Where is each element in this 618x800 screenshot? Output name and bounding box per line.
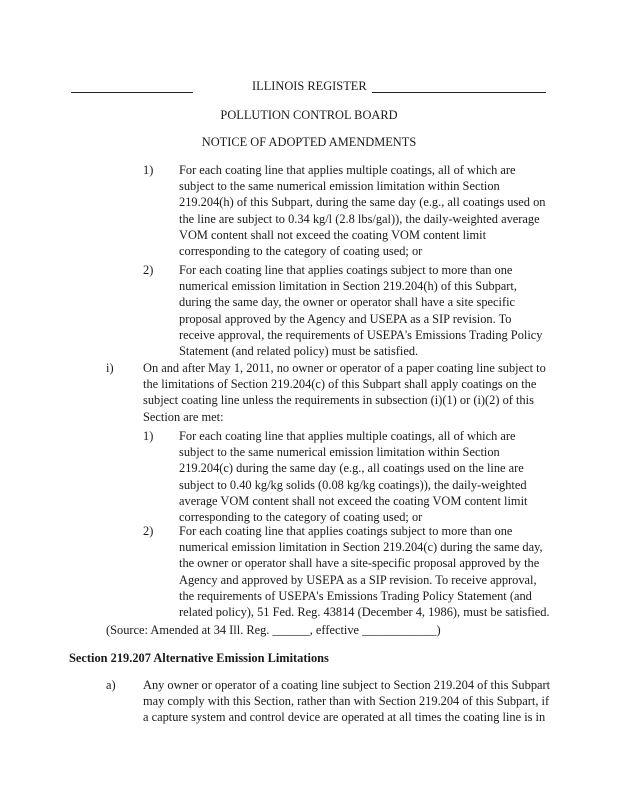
i2-line: the owner or operator shall have a site-specific proposal approved by the [179,556,540,571]
h2-line: numerical emission limitation in Section 219.204(h) of this Subpart, [179,279,517,294]
i2-line: related policy), 51 Fed. Reg. 43814 (December 4, 1986), must be satisfied. [179,605,550,620]
i2-paragraph [179,523,550,620]
register-title: ILLINOIS REGISTER [252,79,367,93]
notice-title: NOTICE OF ADOPTED AMENDMENTS [201,135,417,149]
header-rule-right [372,92,546,93]
i2-line: Agency and approved by USEPA as a SIP revision. To receive approval, [179,572,537,587]
header-rule-left [71,92,193,93]
h1-line: VOM content shall not exceed the coating VOM content limit [179,227,487,242]
h2-line: For each coating line that applies coatings subject to more than one [179,263,513,277]
i1-line: subject to 0.40 kg/kg solids (0.08 kg/kg coatings)), the daily-weighted [179,477,527,492]
i2-line: For each coating line that applies coatings subject to more than one [179,524,513,538]
h1-line: 219.204(h) of this Subpart, during the same day (e.g., all coatings used on [179,195,546,210]
a-line: may comply with this Section, rather than with Section 219.204 of this Subpart, if [143,694,550,709]
i1-line: average VOM content shall not exceed the coating VOM content limit [179,493,528,508]
h2-line: Statement (and related policy) must be satisfied. [179,344,419,359]
h2-line: during the same day, the owner or operator shall have a site specific [179,295,516,310]
i-line: On and after May 1, 2011, no owner or operator of a paper coating line subject to [143,361,546,375]
i-label: i) [106,361,114,375]
a-line: a capture system and control device are operated at all times the coating line is in [143,710,546,725]
source-note: (Source: Amended at 34 Ill. Reg. ______, effective ____________) [106,623,441,637]
h1-paragraph [179,162,546,259]
h1-line: For each coating line that applies multiple coatings, all of which are [179,163,516,177]
i1-line: For each coating line that applies multiple coatings, all of which are [179,429,516,443]
i1-line: corresponding to the category of coating used; or [179,510,423,525]
i1-label: 1) [143,429,154,443]
a-paragraph [143,677,550,726]
board-name: POLLUTION CONTROL BOARD [220,108,398,122]
i-paragraph [143,360,546,425]
h2-line: proposal approved by the Agency and USEPA as a SIP revision. To [179,311,512,326]
i2-line: numerical emission limitation in Section 219.204(c) during the same day, [179,540,543,555]
i1-line: subject to the same numerical emission limitation within Section [179,445,500,460]
i1-line: 219.204(c) during the same day (e.g., all coatings used on the line are [179,461,524,476]
section-heading: Section 219.207 Alternative Emission Limitations [69,651,329,665]
h2-paragraph [179,262,542,359]
i2-line: the requirements of USEPA's Emissions Trading Policy Statement (and [179,588,532,603]
h1-line: corresponding to the category of coating used; or [179,244,423,259]
i-line: subject coating line unless the requirements in subsection (i)(1) or (i)(2) of this [143,393,534,408]
h2-label: 2) [143,263,154,277]
i2-label: 2) [143,524,154,538]
h1-line: the line are subject to 0.34 kg/l (2.8 lbs/gal)), the daily-weighted average [179,211,540,226]
h2-line: receive approval, the requirements of USEPA's Emissions Trading Policy [179,327,543,342]
a-label: a) [106,678,116,692]
i1-paragraph [179,428,527,525]
h1-line: subject to the same numerical emission limitation within Section [179,179,500,194]
a-line: Any owner or operator of a coating line subject to Section 219.204 of this Subpart [143,678,551,692]
i-line: the limitations of Section 219.204(c) of this Subpart shall apply coatings on the [143,377,537,392]
i-line: Section are met: [143,409,224,424]
h1-label: 1) [143,163,154,177]
